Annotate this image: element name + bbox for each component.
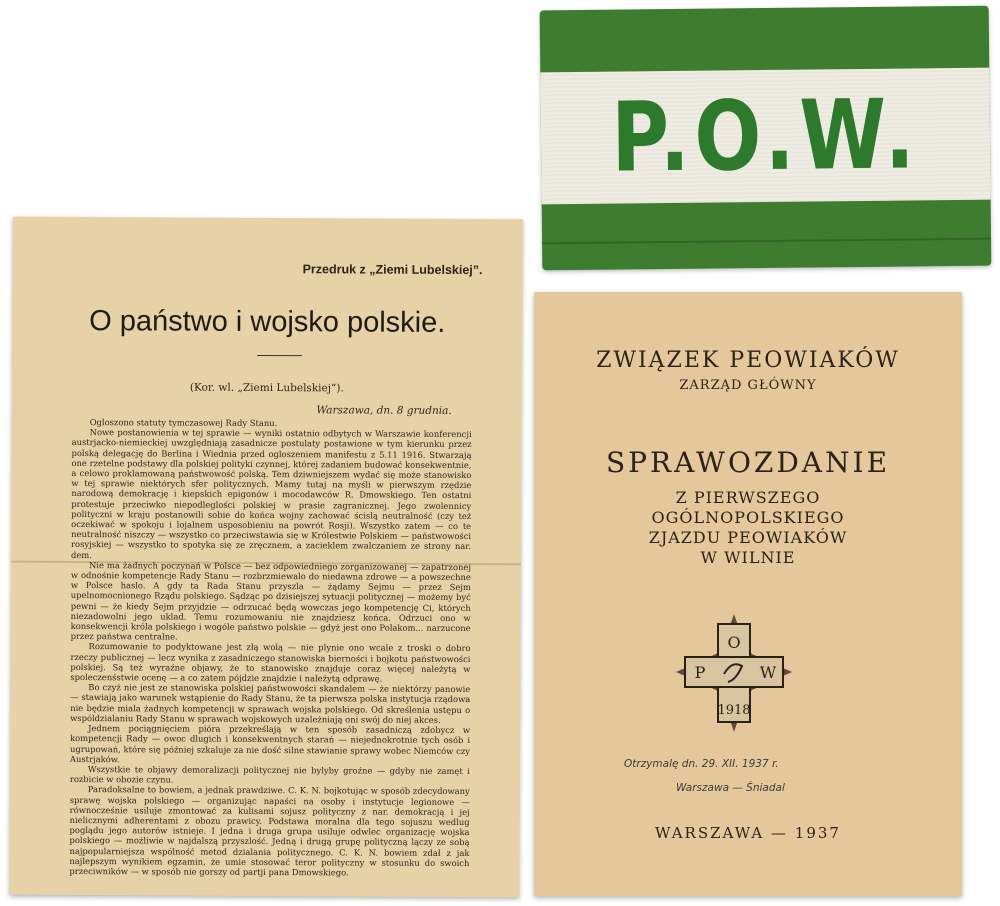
armband-letters: P.O.W. <box>610 78 921 194</box>
pow-armband <box>540 6 992 271</box>
leaflet-paragraph: Nowe postanowienia w tej sprawie — wyniki ostatnio odbytych w Warszawie konferencji austrjacko-niemieckiej uwzględniają zasadnicze postulaty postawione w tym kierunku przez polską delegację do Berlina i Wiednia przed ogloszeniem manifestu z 5.11 1916. Stwarzają one rzetelne podstawy dla polskiej polityki czynnej, której zadaniem budować konsekwentnie, a celowo proklamowaną państwowość polską. Tem dziwniejszem wydać się może stanowisko w tej sprawie niektórych sfer politycznych. Mamy tutaj na myśli w pierwszym rzędzie narodową demokrację i kiepskich epigonów i mocodawców R. Dmowskiego. Ten ostatni protestuje przeciwko niepodleglości polskiej w prasie zagranicznej. Jego zwolennicy polityczni w kraju postanowili sobie do końca wojny zachować ścislą neutralność (czy też oczekiwać w spokoju i lojalnem usposobieniu na powrót Rosji). Wszystko zatem — co te neutralność niszczy — wszystko co przeciwstawia się w Królestwie Polskiem — państwowości rosyjskiej — wszystko to spotyka się ze zręcznem, a zacieklem zwalczaniem ze strony nar. dem. <box>70 427 472 560</box>
leaflet-document <box>9 217 523 898</box>
booklet-organization: ZWIĄZEK PEOWIAKÓW <box>596 348 900 373</box>
emblem-letter-right: W <box>759 663 777 682</box>
leaflet-paragraph: Bo czyż nie jest ze stanowiska polskiej państwowości skandalem — że niektórzy panowie — stawiają jako warunek wstąpienie do Rady Stanu, że ta pierwsza polska instytucja rządowa nie będzie miala żadnych kompetencji w sprawach wojska polskiego. Od skreślenia ustępu o wspóldzialaniu Rady Stanu w sprawach wojskowych uzależniają oni swój do niej akces. <box>70 682 471 725</box>
leaflet-subtitle: (Kor. wl. „Ziemi Lubelskiej”). <box>189 381 344 395</box>
handwritten-signature: Warszawa — Śniadal <box>676 782 785 794</box>
emblem-cross-center <box>719 658 749 686</box>
booklet-subtitle-line: ZJAZDU PEOWIAKÓW <box>648 528 848 547</box>
booklet-subtitle-line: OGÓLNOPOLSKIEGO <box>651 508 845 527</box>
booklet-report-title: SPRAWOZDANIE <box>605 446 891 479</box>
emblem-letter-top: O <box>727 633 741 652</box>
booklet-board: ZARZĄD GŁÓWNY <box>679 378 817 393</box>
armband-fold <box>542 238 991 245</box>
leaflet-reprint-note: Przedruk z „Ziemi Lubelskiej”. <box>302 262 483 278</box>
emblem-year: 1918 <box>717 703 751 718</box>
booklet-city-year: WARSZAWA — 1937 <box>655 824 841 842</box>
handwritten-note: Otrzymalę dn. 29. XII. 1937 r. <box>624 758 779 770</box>
leaflet-paragraph: Nie ma żadnych poczynań w Polsce — bez odpowiedniego zorganizowanej — zapatrzonej w odnośnie kompetencje Rady Stanu — rozbrzmiewalo do niedawna zdrowe — a powszechne w Polsce haslo. A gdy ta Rada Stanu przyszla — żądamy Sejmu — przez Sejm upelnomocnionego Rządu polskiego. Sądząc po dzisiejszej sytuacji politycznej — możemy być pewni — że kiedy Sejm przyjdzie — odrzucać będą wowczas jego kompetencję Ci, których niezadowolni jego uklad. Temu rozumowaniu nie znajdziesz końca. Odrzuci ono w konsekwencji króla polskiego i wogóle państwo polskie — gdyż jest ono Polakom... narzucone przez państwa centralne. <box>70 559 471 642</box>
booklet-subtitle-line: Z PIERWSZEGO <box>675 488 821 507</box>
pow-cross-emblem <box>672 610 796 736</box>
leaflet-title-rule <box>257 355 302 356</box>
booklet-cover <box>534 292 962 896</box>
booklet-subtitle-line: W WILNIE <box>700 548 796 567</box>
leaflet-paragraph: Jednem pociągnięciem pióra przekreślają w ten sposób zasadniczą zdobycz w kompetencji Rady — owoc dlugich i konsekwentnych starań — niejednokrotnie tych osób i ugrupowań, które się później szkaluje za nie dość silne stawianie sprawy wobec Niemców czy Austrjaków. <box>69 723 471 764</box>
leaflet-body <box>69 417 471 889</box>
leaflet-dateline: Warszawa, dn. 8 grudnia. <box>316 404 452 417</box>
leaflet-paragraph: Paradoksalne to bowiem, a jednak prawdziwe. C. K. N. bojkotując w sposób zdecydowany sprawę wojska polskiego — organizując napaści na osoby i instytucje legionowe — równocześnie usiluje zmontować za kulisami sojusz polityczny z nar. demokracją i jej nielicznymi adherentami z obozu prawicy. Podstawa moralna dla tego sojuszu wedlug poglądu jego autorów istnieje. I jedna i druga grupa usiluje odwlec organizację wojska polskiego — możliwie w najdalszą przyszlość. Jedną i drugą grupę polityczną lączy ze sobą najpopularniejsza wspólność metod dzialania politycznego. C. K. N. bowiem zdał z jak najlepszym wynikiem egzamin, że umie stosować teror polityczny w stosunku do swoich przeciwników — w sposób nie gorszy od partji pana Dmowskiego. <box>69 784 470 878</box>
emblem-letter-left: P <box>694 663 706 682</box>
leaflet-paragraph: Wszystkie te objawy demoralizacji politycznej nie bylyby groźne — gdyby nie zamęt i rozbicie w obozie czynu. <box>69 763 470 785</box>
leaflet-paragraph: Rozumowanie to podyktowane jest złą wolą — nie plynie ono wcale z troski o dobro rzeczy publicznej — lecz wynika z zasadniczego stanowiska bierności i bojkotu państwowości polskiej. Są też wyraźne objawy, że to stanowisko znajduje coraz więcej należytą w spoleczenśstwie ocenę — a co zatem pójdzie znajdzie i należytą odprawę. <box>70 641 471 684</box>
leaflet-title: O państwo i wojsko polskie. <box>89 305 446 339</box>
leaflet-paragraph: Ogloszono statuty tymczasowej Rady Stanu. <box>89 417 278 429</box>
